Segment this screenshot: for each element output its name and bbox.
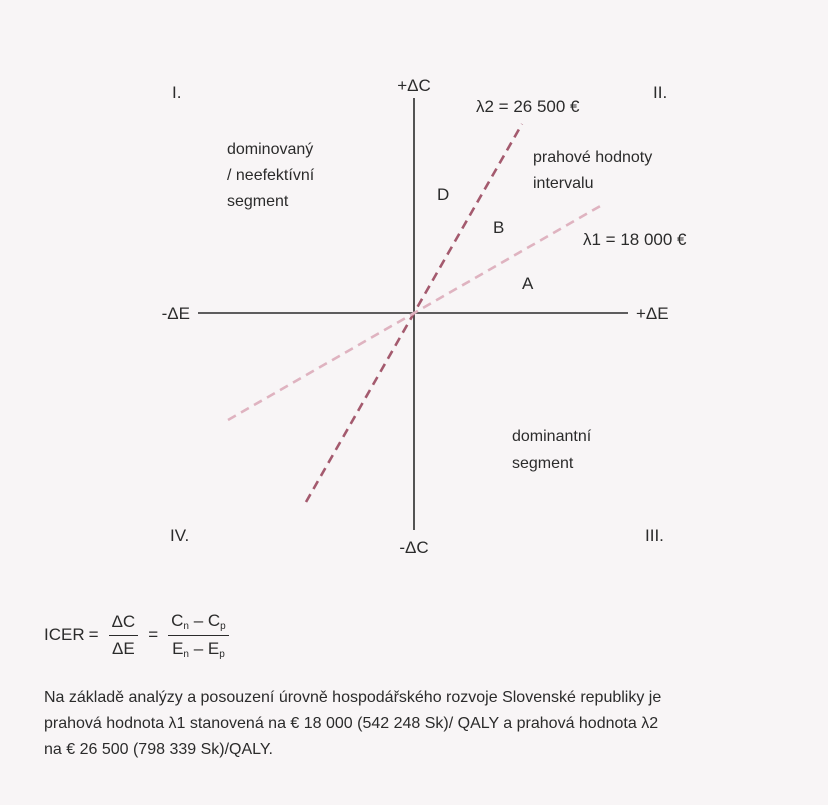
- region-d-label: D: [437, 185, 450, 204]
- region-a-label: A: [522, 274, 534, 293]
- quadrant-4-label: IV.: [170, 526, 190, 545]
- equals-sign-2: =: [148, 625, 159, 644]
- cost-p-sub: p: [220, 620, 226, 632]
- effect-minus: –: [188, 638, 208, 658]
- lambda2-label: λ2 = 26 500 €: [476, 97, 580, 116]
- y-pos-label: +ΔC: [397, 76, 431, 95]
- cost-n-sub: n: [183, 620, 189, 632]
- dominant-segment-line1: dominantní: [512, 428, 592, 445]
- dominated-segment-line1: dominovaný: [227, 141, 314, 158]
- x-neg-label: -ΔE: [161, 304, 190, 323]
- threshold-interval-line1: prahové hodnoty: [533, 149, 653, 166]
- y-neg-label: -ΔC: [399, 538, 429, 557]
- region-b-label: B: [493, 218, 505, 237]
- cost-n: C: [171, 610, 184, 630]
- note-line-1: Na základě analýzy a posouzení úrovně hospodářského rozvoje Slovenské republiky je: [44, 689, 662, 706]
- dominant-segment-line2: segment: [512, 455, 574, 472]
- delta-c: ΔC: [109, 612, 139, 636]
- quadrant-3-label: III.: [645, 526, 664, 545]
- delta-e: ΔE: [112, 638, 135, 658]
- note-line-2: prahová hodnota λ1 stanovená na € 18 000 (542 248 Sk)/ QALY a prahová hodnota λ2: [44, 715, 659, 732]
- equals-sign-1: =: [88, 625, 99, 644]
- cost-difference: [168, 611, 229, 636]
- effect-n-sub: n: [183, 648, 189, 660]
- delta-fraction: [109, 612, 139, 659]
- threshold-note: [44, 685, 804, 763]
- effect-p-sub: p: [219, 648, 225, 660]
- x-pos-label: +ΔE: [636, 304, 669, 323]
- icer-formula: [44, 600, 235, 670]
- effect-n: E: [172, 638, 184, 658]
- icer-label: ICER: [44, 625, 85, 644]
- dominated-segment-line3: segment: [227, 193, 289, 210]
- effect-p: E: [207, 638, 220, 658]
- note-line-3: na € 26 500 (798 339 Sk)/QALY.: [44, 741, 273, 758]
- effect-difference: [169, 636, 228, 660]
- quadrant-1-label: I.: [172, 83, 182, 102]
- cost-minus: –: [188, 610, 208, 630]
- quadrant-2-label: II.: [653, 83, 668, 102]
- cost-effect-fraction: [168, 611, 229, 660]
- cost-p: C: [207, 610, 221, 630]
- dominated-segment-line2: / neefektívní: [227, 167, 315, 184]
- threshold-interval-line2: intervalu: [533, 175, 594, 192]
- lambda1-label: λ1 = 18 000 €: [583, 230, 687, 249]
